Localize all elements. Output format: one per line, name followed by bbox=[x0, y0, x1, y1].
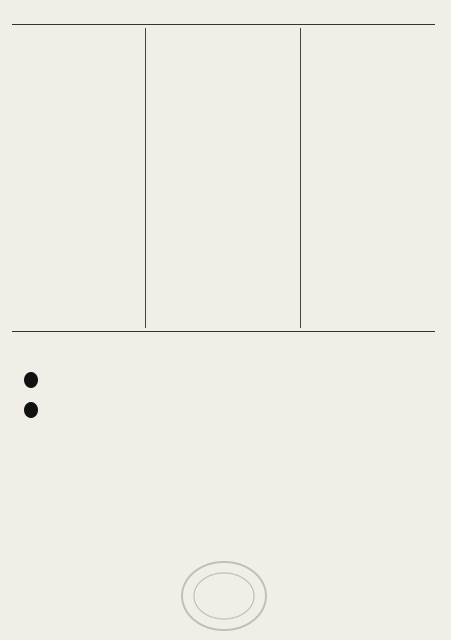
header-rule bbox=[12, 24, 435, 25]
column-divider bbox=[145, 28, 146, 328]
article-d-tail bbox=[16, 28, 58, 328]
binder-hole-icon bbox=[24, 372, 38, 388]
article-e-body-left bbox=[38, 338, 154, 634]
article-c-title bbox=[118, 56, 142, 316]
article-a-tail bbox=[306, 28, 432, 328]
binder-hole-icon bbox=[24, 402, 38, 418]
library-stamp-icon bbox=[178, 556, 270, 636]
article-e-body-right bbox=[296, 338, 434, 634]
article-b-body bbox=[150, 28, 272, 328]
article-b-title bbox=[274, 74, 298, 324]
column-divider bbox=[300, 28, 301, 328]
article-c-body bbox=[60, 28, 116, 328]
section-divider bbox=[12, 331, 435, 332]
